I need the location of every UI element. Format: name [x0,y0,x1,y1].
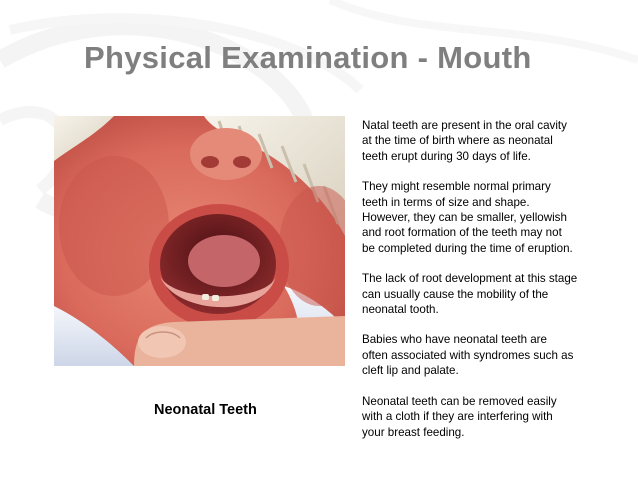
newborn-mouth-photo [54,116,345,366]
paragraph-natal-teeth: Natal teeth are present in the oral cavity at the time of birth where as neonatal teeth erupt during 30 days of life. [362,119,567,163]
paragraph-root-development: The lack of root development at this stage can usually cause the mobility of the neonatal tooth. [362,272,578,317]
body-text [362,118,622,455]
paragraph-removal: Neonatal teeth can be removed easily with a cloth if they are interfering with your breast feeding. [362,394,557,439]
paragraph-syndromes: Babies who have neonatal teeth are often associated with syndromes such as cleft lip and palate. [362,333,574,378]
image-caption: Neonatal Teeth [154,402,257,418]
slide-title: Physical Examination - Mouth [84,40,532,75]
paragraph-resemblance: They might resemble normal primary teeth in terms of size and shape. However, they can be smaller, yellowish and root formation of the teeth may not be completed during the time of eruption. [362,180,573,255]
